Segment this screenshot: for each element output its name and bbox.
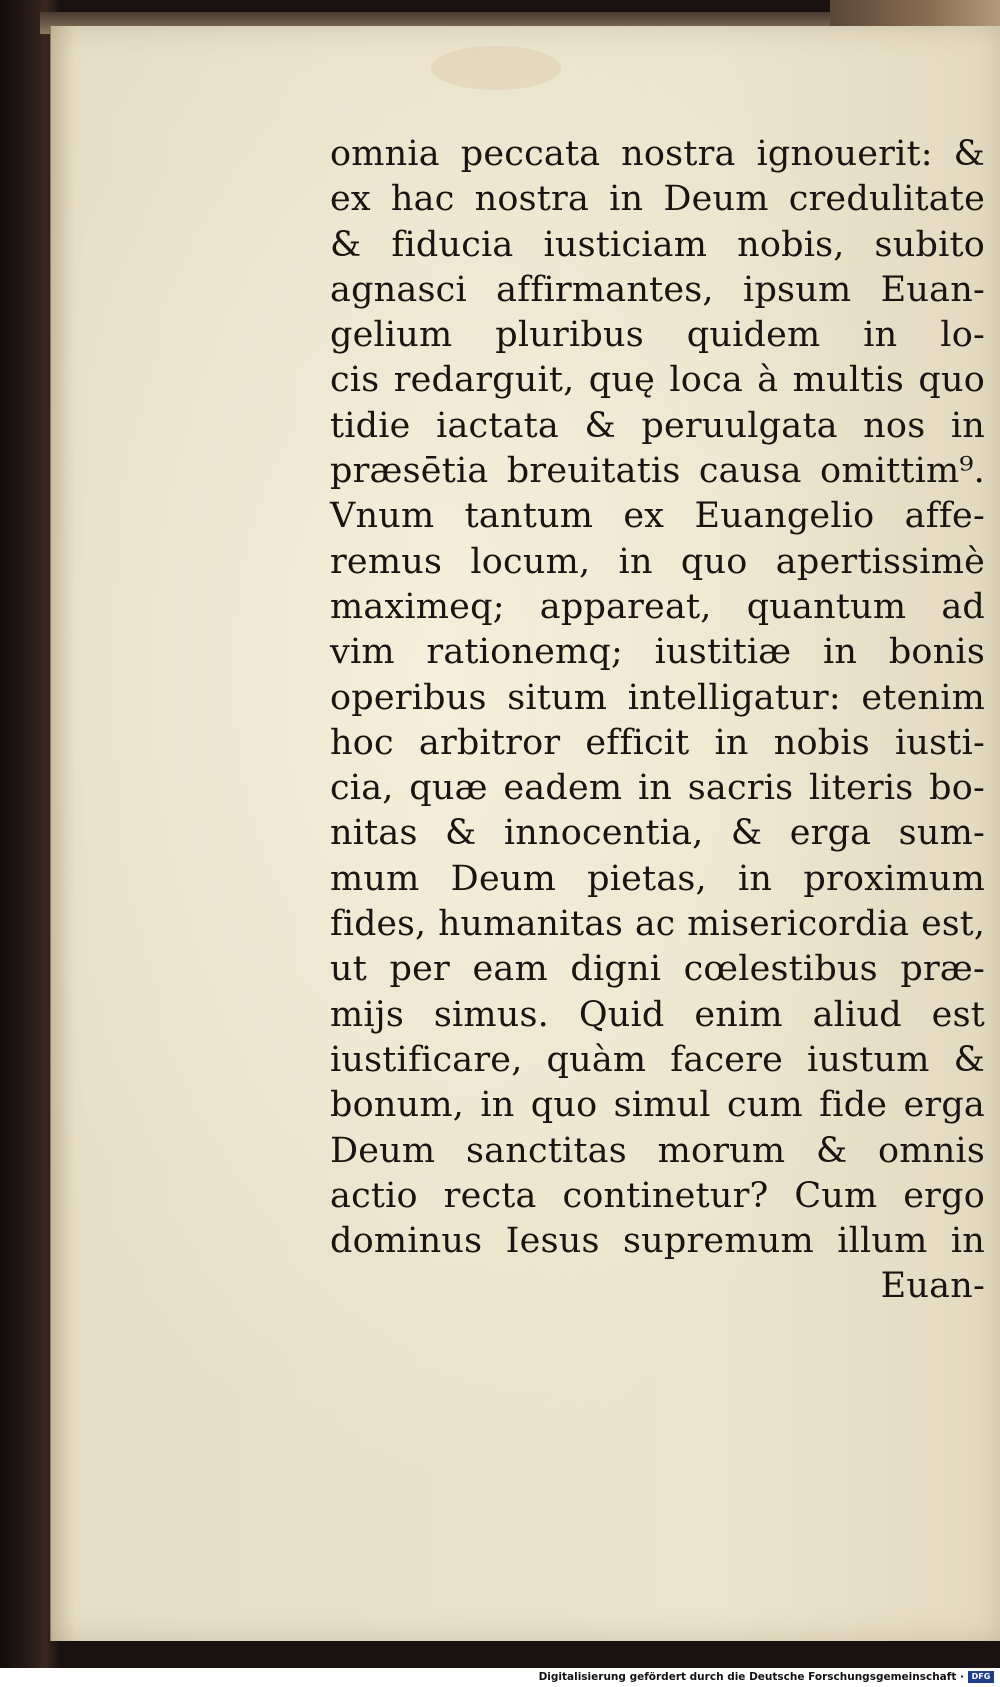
text-line: iustificare, quàm facere iustum & xyxy=(330,1039,985,1080)
text-line: Deum sanctitas morum & omnis xyxy=(330,1130,985,1171)
text-line: mum Deum pietas, in proximum xyxy=(330,858,985,899)
text-line: bonum, in quo simul cum fide erga xyxy=(330,1085,985,1126)
text-line: & fiducia iusticiam nobis, subito xyxy=(330,224,985,265)
text-line: dominus Iesus supremum illum in xyxy=(330,1221,985,1262)
text-line: Vnum tantum ex Euangelio affe- xyxy=(330,496,985,537)
text-line: agnasci affirmantes, ipsum Euan- xyxy=(330,269,985,310)
text-line: actio recta continetur? Cum ergo xyxy=(330,1175,985,1216)
text-line: ex hac nostra in Deum credulitate xyxy=(330,179,985,220)
text-line: operibus situm intelligatur: etenim xyxy=(330,677,985,718)
footer-bar xyxy=(0,1668,1000,1687)
text-line: præsētia breuitatis causa omittim⁹. xyxy=(330,451,985,492)
page-text xyxy=(330,132,985,1310)
text-line: remus locum, in quo apertissimè xyxy=(330,541,985,582)
text-line: gelium pluribus quidem in lo- xyxy=(330,315,985,356)
text-line: ut per eam digni cœlestibus præ- xyxy=(330,949,985,990)
text-line: tidie iactata & peruulgata nos in xyxy=(330,405,985,446)
paper-stain xyxy=(431,46,561,90)
text-line: maximeq; appareat, quantum ad xyxy=(330,586,985,627)
text-line: omnia peccata nostra ignouerit: & xyxy=(330,134,985,174)
text-line: cis redarguit, quę loca à multis quo xyxy=(330,360,985,401)
text-line: vim rationemq; iustitiæ in bonis xyxy=(330,632,985,673)
text-line: fides, humanitas ac misericordia est, xyxy=(330,904,985,945)
text-line: cia, quæ eadem in sacris literis bo- xyxy=(330,768,985,809)
dfg-logo: DFG xyxy=(968,1671,994,1683)
catchword: Euan- xyxy=(880,1266,985,1307)
digitization-credit: Digitalisierung gefördert durch die Deutsche Forschungsgemeinschaft · xyxy=(538,1671,964,1683)
text-line: mijs simus. Quid enim aliud est xyxy=(330,994,985,1035)
text-line: hoc arbitror efficit in nobis iusti- xyxy=(330,722,985,763)
text-line: nitas & innocentia, & erga sum- xyxy=(330,813,985,854)
